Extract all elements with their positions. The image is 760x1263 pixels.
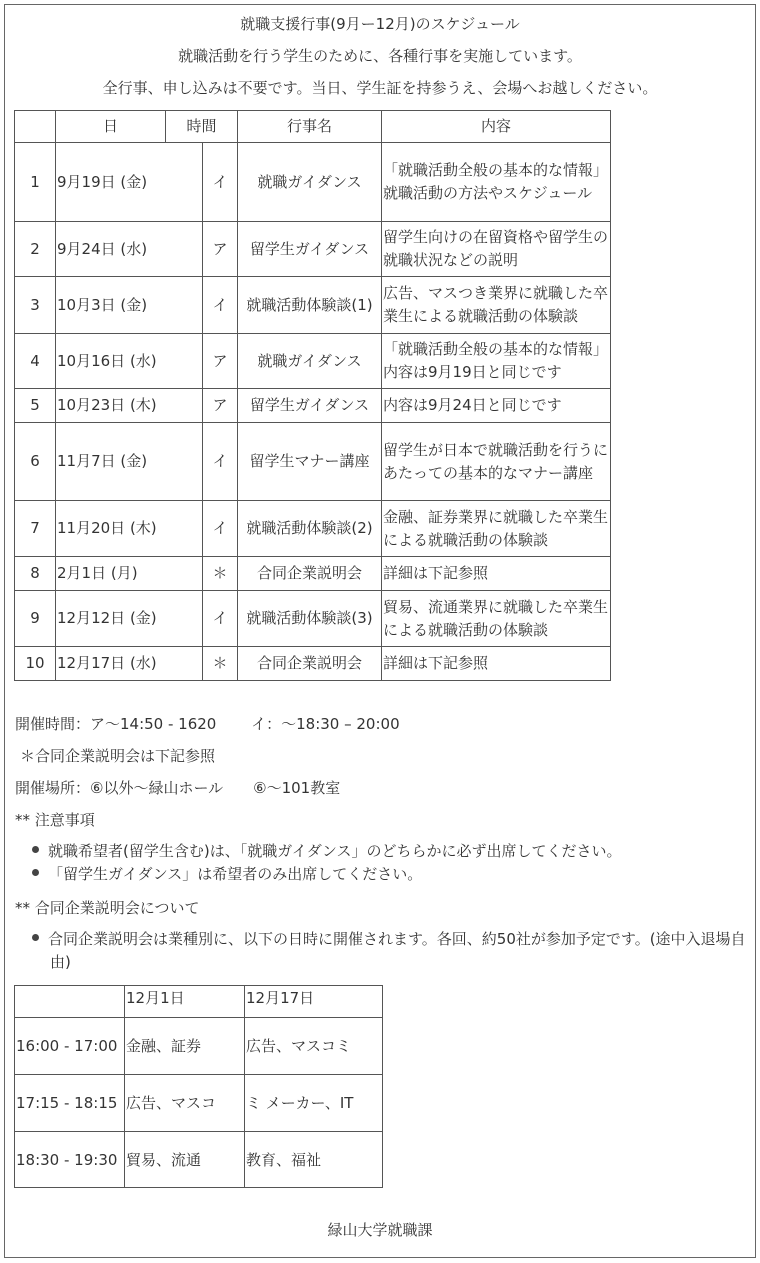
fair-description-text: 合同企業説明会は業種別に、以下の日時に開催されます。各回、約50社が参加予定です。(途中入退場自由)	[48, 930, 746, 971]
fair-industry: 教育、福祉	[245, 1132, 383, 1188]
table-row	[15, 389, 611, 423]
header-day: 日	[56, 111, 166, 143]
row-date: 12月17日 (水)	[56, 647, 203, 681]
row-event: 就職活動体験談(1)	[238, 277, 382, 334]
row-date: 10月23日 (木)	[56, 389, 203, 423]
row-no: 1	[15, 143, 56, 222]
header-event: 行事名	[238, 111, 382, 143]
page-title: 就職支援行事(9月ー12月)のスケジュール	[240, 15, 520, 33]
intro-line: 就職活動を行う学生のために、各種行事を実施しています。	[178, 47, 582, 65]
row-no: 3	[15, 277, 56, 334]
row-event: 合同企業説明会	[238, 647, 382, 681]
row-time: ア	[203, 222, 238, 277]
row-date: 9月19日 (金)	[56, 143, 203, 222]
table-row	[15, 501, 611, 557]
fair-industry: ミ メーカー、IT	[245, 1075, 383, 1132]
fair-time-slot: 18:30 - 19:30	[15, 1132, 125, 1188]
row-time: ＊	[203, 647, 238, 681]
hours-note: 開催時間：ア～14:50 - 1620 イ：～18:30 – 20:00	[15, 715, 400, 733]
row-event: 就職活動体験談(3)	[238, 591, 382, 647]
fair-header-blank	[15, 986, 125, 1018]
table-row	[15, 222, 611, 277]
row-event: 就職活動体験談(2)	[238, 501, 382, 557]
row-time: イ	[203, 423, 238, 501]
row-event: 就職ガイダンス	[238, 334, 382, 389]
row-content: 広告、マスつき業界に就職した卒業生による就職活動の体験談	[382, 277, 611, 334]
schedule-table	[14, 110, 611, 681]
bullet-icon	[32, 869, 39, 876]
fair-header-date: 12月17日	[245, 986, 383, 1018]
row-no: 9	[15, 591, 56, 647]
caution-item	[32, 840, 621, 863]
table-row	[15, 143, 611, 222]
fair-industry: 貿易、流通	[125, 1132, 245, 1188]
row-no: 8	[15, 557, 56, 591]
table-row	[15, 1018, 383, 1075]
caution-item	[32, 863, 422, 886]
schedule-header-row	[15, 111, 611, 143]
fair-time-slot: 17:15 - 18:15	[15, 1075, 125, 1132]
row-date: 11月7日 (金)	[56, 423, 203, 501]
fair-industry: 広告、マスコ	[125, 1075, 245, 1132]
table-row	[15, 277, 611, 334]
row-time: ア	[203, 334, 238, 389]
table-row	[15, 423, 611, 501]
fair-industry: 広告、マスコミ	[245, 1018, 383, 1075]
table-row	[15, 1075, 383, 1132]
table-row	[15, 557, 611, 591]
row-no: 2	[15, 222, 56, 277]
bullet-icon	[32, 846, 39, 853]
row-content: 詳細は下記参照	[382, 557, 611, 591]
row-no: 10	[15, 647, 56, 681]
row-event: 留学生ガイダンス	[238, 222, 382, 277]
row-time: イ	[203, 591, 238, 647]
row-time: イ	[203, 277, 238, 334]
row-date: 2月1日 (月)	[56, 557, 203, 591]
row-content: 留学生向けの在留資格や留学生の就職状況などの説明	[382, 222, 611, 277]
caution-item-text: 「留学生ガイダンス」は希望者のみ出席してください。	[48, 865, 423, 883]
row-event: 合同企業説明会	[238, 557, 382, 591]
row-no: 5	[15, 389, 56, 423]
instruction-line: 全行事、申し込みは不要です。当日、学生証を持参うえ、会場へお越しください。	[102, 79, 658, 97]
row-date: 10月3日 (金)	[56, 277, 203, 334]
row-time: ＊	[203, 557, 238, 591]
table-row	[15, 1132, 383, 1188]
caution-item-text: 就職希望者(留学生含む)は、「就職ガイダンス」のどちらかに必ず出席してください。	[48, 842, 622, 860]
fair-table	[14, 985, 383, 1188]
row-time: ア	[203, 389, 238, 423]
row-event: 就職ガイダンス	[238, 143, 382, 222]
venue-note: 開催場所：⑥以外～緑山ホール ⑥～101教室	[15, 779, 341, 797]
footer-organization: 緑山大学就職課	[327, 1221, 433, 1239]
row-date: 12月12日 (金)	[56, 591, 203, 647]
row-no: 4	[15, 334, 56, 389]
row-date: 10月16日 (水)	[56, 334, 203, 389]
row-event: 留学生ガイダンス	[238, 389, 382, 423]
table-row	[15, 591, 611, 647]
row-content: 金融、証券業界に就職した卒業生による就職活動の体験談	[382, 501, 611, 557]
header-time: 時間	[166, 111, 238, 143]
fair-header-row	[15, 986, 383, 1018]
table-row	[15, 334, 611, 389]
fair-industry: 金融、証券	[125, 1018, 245, 1075]
bullet-icon	[32, 934, 39, 941]
row-no: 6	[15, 423, 56, 501]
row-time: イ	[203, 501, 238, 557]
row-date: 9月24日 (水)	[56, 222, 203, 277]
row-time: イ	[203, 143, 238, 222]
row-content: 貿易、流通業界に就職した卒業生による就職活動の体験談	[382, 591, 611, 647]
row-no: 7	[15, 501, 56, 557]
row-content: 内容は9月24日と同じです	[382, 389, 611, 423]
fair-heading: ** 合同企業説明会について	[15, 899, 200, 917]
fair-time-slot: 16:00 - 17:00	[15, 1018, 125, 1075]
fair-header-date: 12月1日	[125, 986, 245, 1018]
fair-reference-note: ＊合同企業説明会は下記参照	[20, 747, 216, 765]
header-no	[15, 111, 56, 143]
row-content: 留学生が日本で就職活動を行うにあたっての基本的なマナー講座	[382, 423, 611, 501]
row-event: 留学生マナー講座	[238, 423, 382, 501]
fair-description	[32, 928, 748, 974]
row-content: 詳細は下記参照	[382, 647, 611, 681]
header-content: 内容	[382, 111, 611, 143]
table-row	[15, 647, 611, 681]
row-content: 「就職活動全般の基本的な情報」内容は9月19日と同じです	[382, 334, 611, 389]
caution-heading: ** 注意事項	[15, 811, 95, 829]
row-content: 「就職活動全般の基本的な情報」就職活動の方法やスケジュール	[382, 143, 611, 222]
row-date: 11月20日 (木)	[56, 501, 203, 557]
